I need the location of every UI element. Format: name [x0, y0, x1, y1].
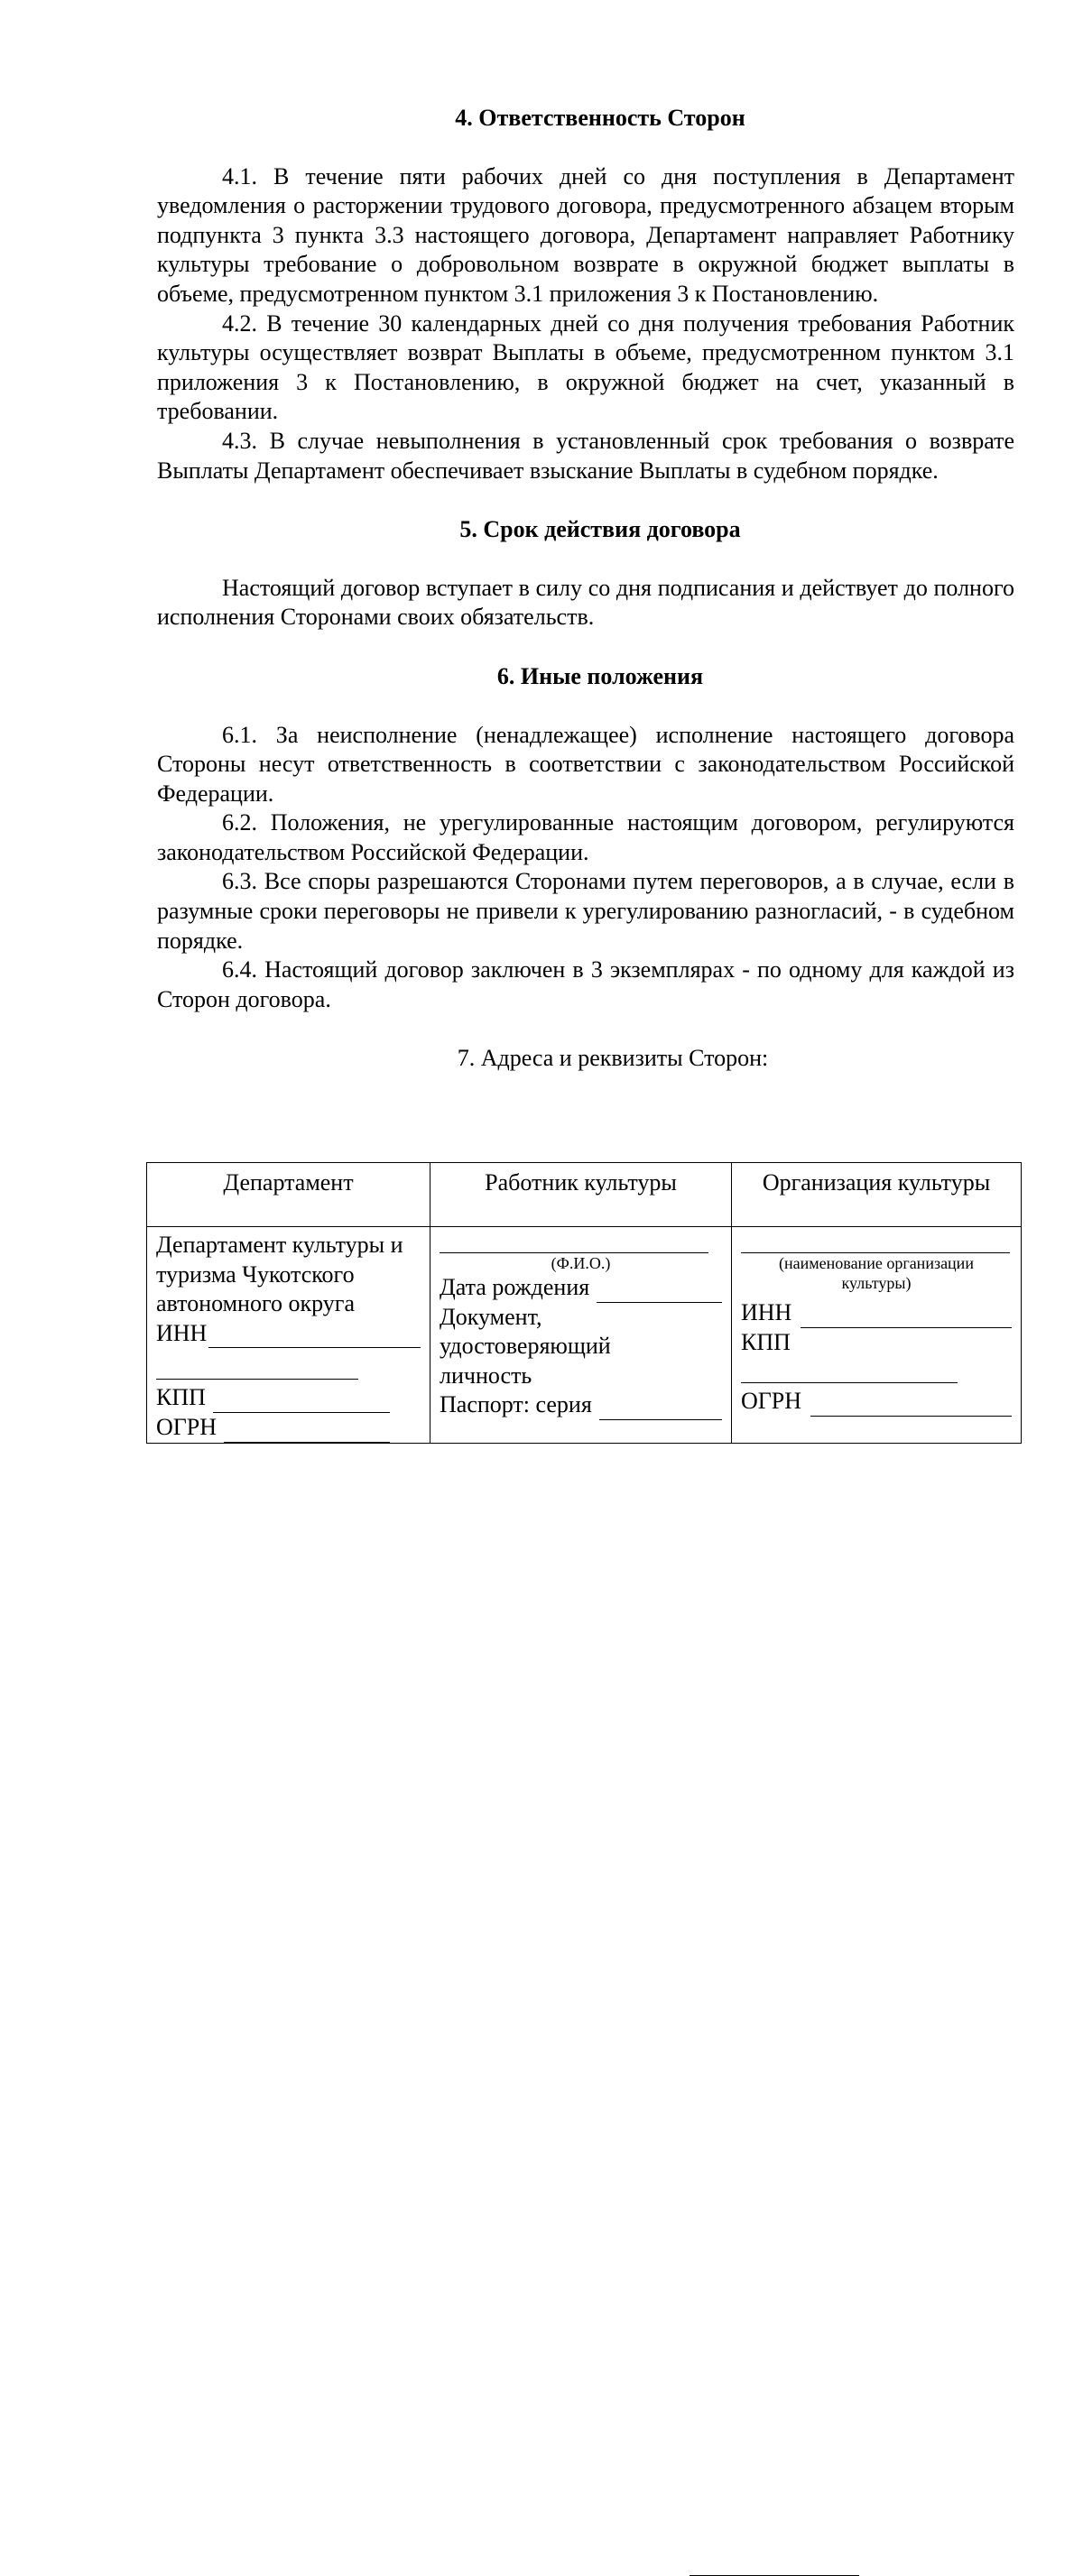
worker-passport-label: Паспорт: серия	[440, 1391, 592, 1418]
header-worker: Работник культуры	[430, 1163, 732, 1227]
organization-name-caption: (наименование организации культуры)	[779, 1254, 974, 1292]
worker-document-label: Документ, удостоверяющий личность	[440, 1303, 611, 1389]
section-6-title: 6. Иные положения	[496, 662, 704, 689]
header-organization: Организация культуры	[732, 1163, 1022, 1227]
header-department: Департамент	[147, 1163, 430, 1227]
worker-birth-date-blank[interactable]	[597, 1282, 722, 1303]
requisites-table	[146, 1162, 1022, 1444]
section-4-title: 4. Ответственность Сторон	[455, 105, 745, 131]
department-inn-blank[interactable]	[208, 1327, 421, 1348]
worker-fio-caption: (Ф.И.О.)	[551, 1254, 611, 1272]
section-7-title: 7. Адреса и реквизиты Сторон:	[457, 1045, 769, 1072]
department-cell	[147, 1227, 430, 1444]
paragraph-5-1: Настоящий договор вступает в силу со дня подписания и действует до полного исполнения Сторонами своих обязательств.	[157, 574, 1014, 631]
worker-cell	[430, 1227, 732, 1444]
organization-kpp-blank[interactable]	[741, 1382, 958, 1383]
department-kpp-label: КПП	[156, 1384, 206, 1411]
organization-kpp-label: КПП	[741, 1328, 791, 1355]
organization-ogrn-label: ОГРН	[741, 1388, 802, 1415]
table-body-row	[147, 1227, 1022, 1444]
document-page	[157, 0, 1014, 1103]
department-kpp-blank[interactable]	[213, 1392, 390, 1413]
department-inn-label: ИНН	[156, 1319, 208, 1346]
worker-passport-blank[interactable]	[599, 1399, 722, 1420]
table-header-row	[147, 1163, 1022, 1227]
organization-inn-label: ИНН	[741, 1299, 792, 1325]
worker-birth-date-label: Дата рождения	[440, 1274, 590, 1300]
paragraph-6-2: 6.2. Положения, не урегулированные настоящим договором, регулируются законодательством Российской Федерации.	[157, 809, 1014, 865]
paragraph-4-2: 4.2. В течение 30 календарных дней со дня получения требования Работник культуры осуществляет возврат Выплаты в объеме, предусмотренном пунктом 3.1 приложения 3 к Постановлению, в окружной бюджет на счет, указанный в требовании.	[157, 309, 1014, 425]
paragraph-6-1: 6.1. За неисполнение (ненадлежащее) исполнение настоящего договора Стороны несут ответственность в соответствии с законодательством Российской Федерации.	[157, 721, 1014, 807]
worker-document-blank[interactable]	[690, 2555, 859, 2576]
paragraph-6-3: 6.3. Все споры разрешаются Сторонами путем переговоров, а в случае, если в разумные сроки переговоры не привели к урегулированию разногласий, - в судебном порядке.	[157, 868, 1014, 954]
department-ogrn-label: ОГРН	[156, 1413, 218, 1440]
paragraph-4-3: 4.3. В случае невыполнения в установленный срок требования о возврате Выплаты Департамент обеспечивает взыскание Выплаты в судебном порядке.	[157, 427, 1014, 484]
paragraph-6-4: 6.4. Настоящий договор заключен в 3 экземплярах - по одному для каждой из Сторон договора.	[157, 956, 1014, 1012]
department-inn-blank-continued[interactable]	[156, 1379, 358, 1380]
department-ogrn-blank[interactable]	[224, 1422, 390, 1443]
organization-cell	[732, 1227, 1022, 1444]
department-name: Департамент культуры и туризма Чукотского автономного округа	[156, 1232, 403, 1317]
organization-inn-blank[interactable]	[801, 1307, 1012, 1328]
section-5-title: 5. Срок действия договора	[459, 516, 741, 543]
organization-ogrn-blank[interactable]	[810, 1396, 1012, 1417]
paragraph-4-1: 4.1. В течение пяти рабочих дней со дня поступления в Департамент уведомления о расторжении трудового договора, предусмотренного абзацем вторым подпункта 3 пункта 3.3 настоящего договора, Департамент направляет Работнику культуры требование о добровольном возврате в окружной бюджет выплаты в объеме, предусмотренном пунктом 3.1 приложения 3 к Постановлению.	[157, 162, 1014, 307]
